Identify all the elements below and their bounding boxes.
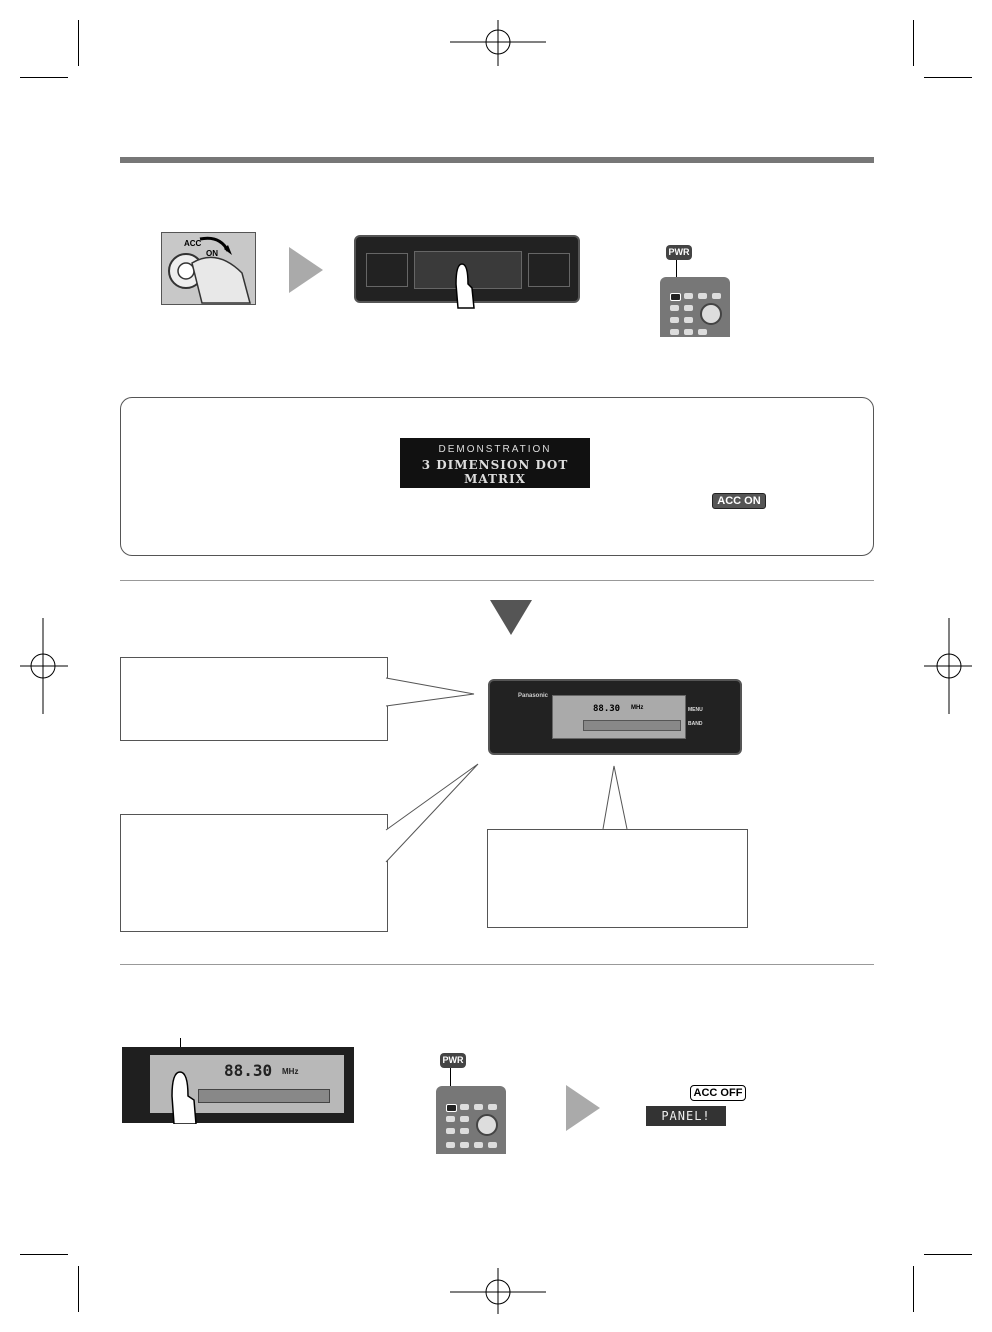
frequency-readout: 88.30 [593,704,621,714]
head-unit-front-on [488,679,742,755]
remote-button[interactable] [460,1142,469,1148]
unit-display [552,695,686,739]
closeup-frequency: 88.30 [224,1061,273,1080]
remote-dial-icon[interactable] [476,1114,498,1136]
unit-display-bar [583,720,681,731]
remote-button[interactable] [488,1104,497,1110]
remote-button[interactable] [460,1104,469,1110]
arrow-right-icon [566,1085,600,1131]
acc-on-badge: ACC ON [712,493,766,509]
closeup-bar [198,1089,330,1103]
panel-display: PANEL! [646,1106,726,1126]
finger-touch-icon [168,1068,198,1124]
band-button[interactable]: BAND [688,721,703,727]
demo-line1: DEMONSTRATION [438,444,552,455]
remote-pwr-button[interactable] [446,1104,457,1112]
pwr-label-badge: PWR [440,1053,466,1068]
remote-button[interactable] [446,1116,455,1122]
remote-button[interactable] [446,1142,455,1148]
section-rule [120,964,874,965]
remote-button[interactable] [474,1142,483,1148]
remote-button[interactable] [488,1142,497,1148]
closeup-frequency-unit: MHz [282,1067,299,1076]
remote-control-illustration [436,1086,506,1154]
remote-button[interactable] [460,1116,469,1122]
demo-line2: 3 DIMENSION DOT MATRIX [421,458,569,486]
key-on-label: ON [206,249,218,258]
brand-logo: Panasonic [518,693,549,699]
key-acc-label: ACC [184,239,202,248]
remote-button[interactable] [446,1128,455,1134]
display-closeup [122,1047,354,1123]
frequency-unit: MHz [631,705,644,711]
remote-button[interactable] [460,1128,469,1134]
pwr-label-badge: PWR [666,245,692,260]
acc-off-badge: ACC OFF [690,1085,746,1101]
remote-button[interactable] [474,1104,483,1110]
menu-button[interactable]: MENU [688,707,703,713]
registration-mark-bottom [450,1268,546,1314]
